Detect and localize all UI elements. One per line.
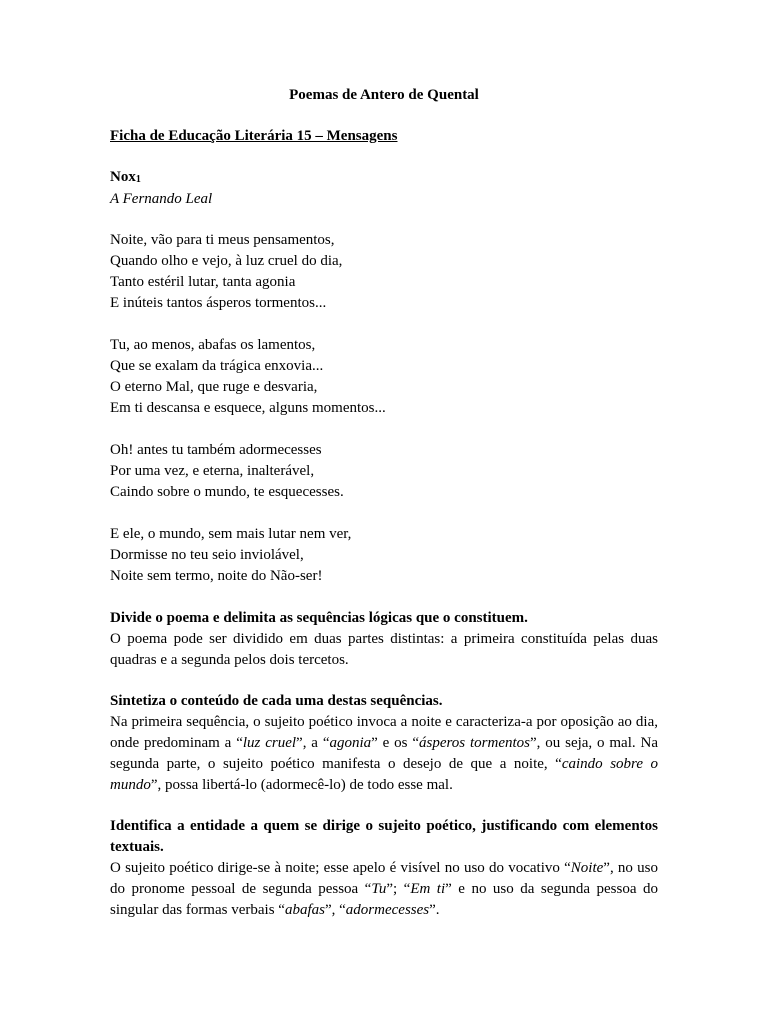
answer-text: ” e no uso da segunda pessoa do singular das formas verbais “ [110, 881, 658, 918]
poem-line: Por uma vez, e eterna, inalterável, [110, 463, 315, 479]
answer-text: ” e os “ [371, 735, 420, 751]
question-1: Divide o poema e delimita as sequências lógicas que o constituem. [110, 610, 528, 626]
stanza-2 [110, 335, 658, 419]
poem-line: E inúteis tantos ásperos tormentos... [110, 295, 327, 311]
answer-text: ”, possa libertá-lo (adormecê-lo) de todo esse mal. [150, 777, 453, 793]
answer-3 [110, 858, 658, 921]
answer-text: ”, no uso do pronome pessoal de segunda pessoa “ [110, 860, 658, 897]
quoted-expression: agonia [329, 735, 372, 751]
quoted-expression: Noite [570, 860, 604, 876]
poem-line: O eterno Mal, que ruge e desvaria, [110, 379, 318, 395]
poem-line: Tu, ao menos, abafas os lamentos, [110, 337, 316, 353]
poem-line: Quando olho e vejo, à luz cruel do dia, [110, 253, 343, 269]
poem-line: Noite, vão para ti meus pensamentos, [110, 232, 335, 248]
poem-line: Oh! antes tu também adormecesses [110, 442, 322, 458]
poem-line: E ele, o mundo, sem mais lutar nem ver, [110, 526, 352, 542]
poem-line: Tanto estéril lutar, tanta agonia [110, 274, 296, 290]
answer-text: O sujeito poético dirige-se à noite; esse apelo é visível no uso do vocativo “ [110, 860, 571, 876]
poem-line: Caindo sobre o mundo, te esquecesses. [110, 484, 344, 500]
answer-text: ”, a “ [296, 735, 330, 751]
poem-title [110, 167, 658, 189]
stanza-1 [110, 230, 658, 314]
document-page [110, 85, 658, 941]
question-2: Sintetiza o conteúdo de cada uma destas sequências. [110, 693, 443, 709]
answer-text: O poema pode ser dividido em duas partes distintas: a primeira constituída pelas duas quadras e a segunda pelos dois tercetos. [110, 631, 658, 668]
poem-line: Noite sem termo, noite do Não-ser! [110, 568, 323, 584]
question-3: Identifica a entidade a quem se dirige o sujeito poético, justificando com elementos textuais. [110, 818, 658, 855]
poem-line: Em ti descansa e esquece, alguns momentos... [110, 400, 386, 416]
answer-1 [110, 629, 658, 671]
poem-title-text: Nox [110, 169, 136, 185]
answer-text: ”, ou seja, o mal. Na segunda parte, o sujeito poético manifesta o desejo de que a noite, “ [110, 735, 658, 772]
answer-text: ”. [429, 902, 440, 918]
worksheet-subtitle: Ficha de Educação Literária 15 – Mensagens [110, 128, 398, 144]
footnote-marker: 1 [135, 174, 141, 185]
quoted-expression: ásperos tormentos [419, 735, 530, 751]
stanza-4 [110, 524, 658, 587]
quoted-expression: adormecesses [345, 902, 430, 918]
document-title: Poemas de Antero de Quental [289, 87, 479, 103]
quoted-expression: luz cruel [242, 735, 297, 751]
poem-dedication: A Fernando Leal [110, 191, 213, 207]
quoted-expression: Em ti [410, 881, 446, 897]
answer-text: Na primeira sequência, o sujeito poético invoca a noite e caracteriza-a por oposição ao dia, onde predominam a “ [110, 714, 658, 751]
quoted-expression: Tu [371, 881, 387, 897]
quoted-expression: caindo sobre o mundo [110, 756, 658, 793]
stanza-3 [110, 440, 658, 503]
quoted-expression: abafas [284, 902, 325, 918]
poem-line: Dormisse no teu seio inviolável, [110, 547, 304, 563]
poem-line: Que se exalam da trágica enxovia... [110, 358, 324, 374]
answer-text: ”, “ [324, 902, 346, 918]
answer-2 [110, 712, 658, 796]
answer-text: ”; “ [386, 881, 411, 897]
